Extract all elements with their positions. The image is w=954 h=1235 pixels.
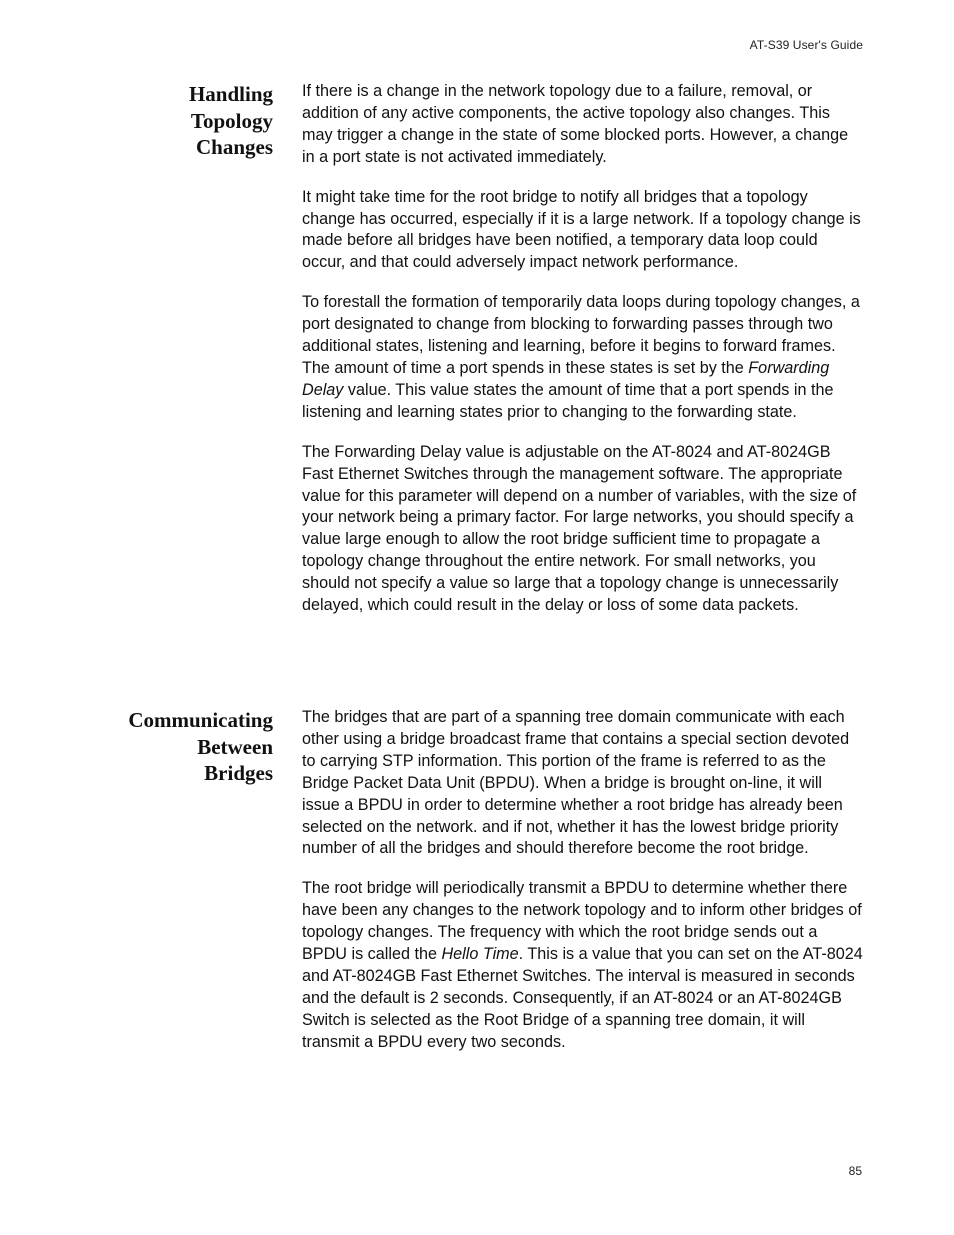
paragraph-text: To forestall the formation of temporarily data loops during topology changes, a port designated to change from blocking to forwarding passes through two additional states, listening and learning, before it begins to forward frames. The amount of time a port spends in these states is set by the xyxy=(302,293,860,377)
paragraph-text: The bridges that are part of a spanning tree domain communicate with each other using a bridge broadcast frame that contains a special section devoted to carrying STP information. This portion of the frame is referred to as the Bridge Packet Data Unit (BPDU). When a bridge is brought on-line, it will issue a BPDU in order to determine whether a root bridge has already been selected on the network. and if not, whether it has the lowest bridge priority number of all the bridges and should therefore become the root bridge. xyxy=(302,708,850,858)
emphasis-term: Forwarding Delay xyxy=(302,358,830,399)
paragraph xyxy=(302,292,864,423)
heading-line: Communicating xyxy=(128,708,273,732)
paragraph-text: value. This value states the amount of time that a port spends in the listening and learning states prior to changing to the forwarding state. xyxy=(302,380,834,421)
paragraph xyxy=(302,878,864,1053)
heading-line: Bridges xyxy=(204,761,273,785)
section-heading xyxy=(73,81,273,161)
paragraph-text: The Forwarding Delay value is adjustable on the AT-8024 and AT-8024GB Fast Ethernet Switches through the management software. The appropriate value for this parameter will depend on a number of variables, with the size of your network being a primary factor. For large networks, you should specify a value large enough to allow the root bridge sufficient time to propagate a topology change throughout the entire network. For small networks, you should not specify a value so large that a topology change is unnecessarily delayed, which could result in the delay or loss of some data packets. xyxy=(302,442,857,615)
heading-line: Between xyxy=(197,734,273,759)
running-header: AT-S39 User's Guide xyxy=(749,38,863,52)
heading-line: Topology xyxy=(190,108,273,133)
emphasis-term: Hello Time xyxy=(441,945,519,964)
paragraph-text: The root bridge will periodically transmit a BPDU to determine whether there have been any changes to the network topology and to inform other bridges of topology changes. The frequency with which the root bridge sends out a BPDU is called the xyxy=(302,879,862,964)
paragraph-text: It might take time for the root bridge to notify all bridges that a topology change has occurred, especially if it is a large network. If a topology change is made before all bridges have been notified, a temporary data loop could occur, and that could adversely impact network performance. xyxy=(302,187,861,272)
paragraph xyxy=(302,442,864,617)
paragraph xyxy=(302,707,864,860)
page-number: 85 xyxy=(848,1164,862,1178)
heading-line: Handling xyxy=(188,82,273,106)
section-body xyxy=(302,81,864,635)
paragraph xyxy=(302,81,864,169)
paragraph-text: . This is a value that you can set on the AT-8024 and AT-8024GB Fast Ethernet Switches. The interval is measured in seconds and the default is 2 seconds. Consequently, if an AT-8024 or an AT-8024GB Switch is selected as the Root Bridge of a spanning tree domain, it will transmit a BPDU every two seconds. xyxy=(302,945,863,1051)
section-heading xyxy=(73,707,273,787)
heading-line: Changes xyxy=(195,135,273,159)
paragraph-text: If there is a change in the network topology due to a failure, removal, or addition of any active components, the active topology also changes. This may trigger a change in the state of some blocked ports. However, a change in a port state is not activated immediately. xyxy=(302,82,849,166)
section-body xyxy=(302,707,864,1072)
paragraph xyxy=(302,187,864,275)
